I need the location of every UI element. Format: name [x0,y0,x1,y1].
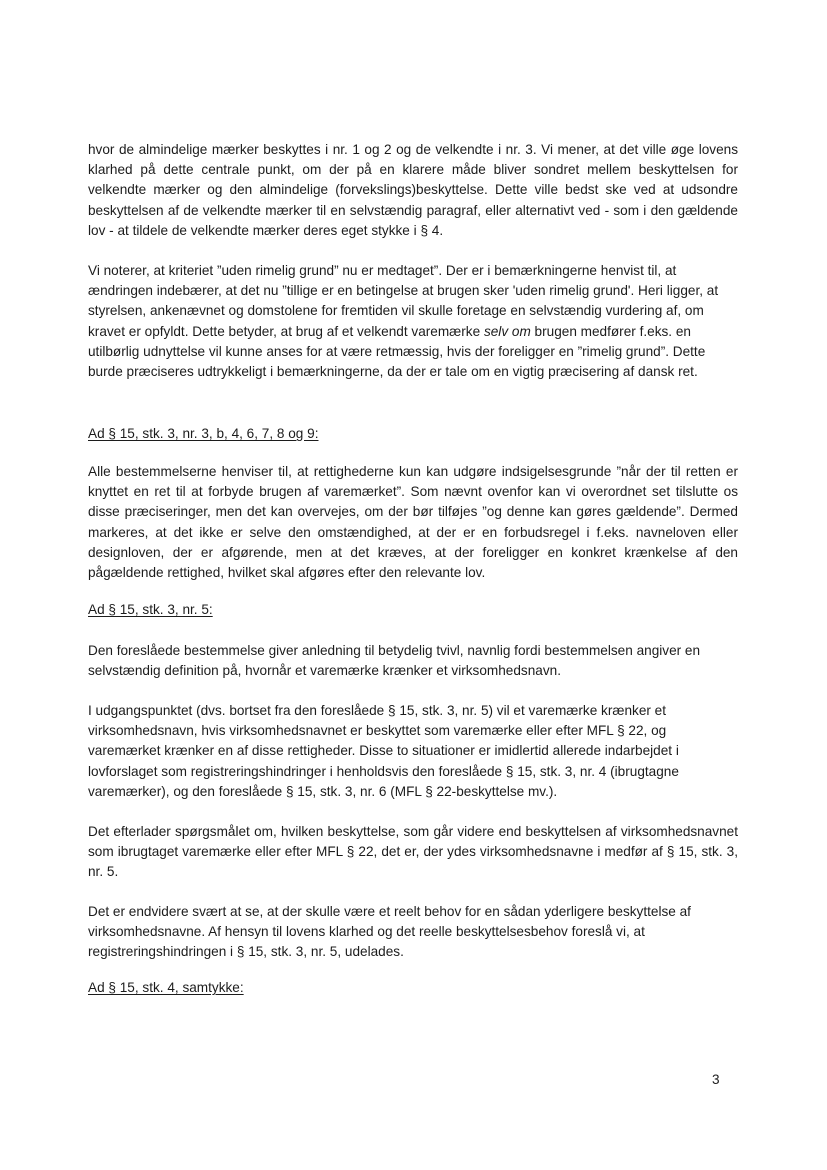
paragraph-text: brugen medfører f.eks. en utilbørlig udnyttelse vil kunne anses for at være retmæssig, hvis der foreligger en ”rimelig grund”. Dette burde præciseres udtrykkeligt i bemærkningerne, da der er tale om en vigtig præcisering af dansk ret. [88,323,706,380]
paragraph-remaining-question: Det efterlader spørgsmålet om, hvilken beskyttelse, som går videre end beskyttelsen af virksomhedsnavnet som ibrugtaget varemærke eller efter MFL § 22, det er, der ydes virksomhedsnavne i medfør af § 15, stk. 3, nr. 5. [88,824,738,880]
paragraph-objection-grounds: Alle bestemmelserne henviser til, at rettighederne kun kan udgøre indsigelsesgrunde ”når der til retten er knyttet en ret til at forbyde brugen af varemærket”. Som nævnt ovenfor kan vi overordnet set tilslutte os disse præciseringer, men det kan overvejes, om der bør tilføjes ”og denne kan gøres gældende”. Dermed markeres, at det ikke er selve den omstændighed, at der er en forbudsregel i f.eks. navneloven eller designloven, der er afgørende, men at det kræves, at der foreligger en konkret krænkelse af den pågældende rettighed, hvilket skal afgøres efter den relevante lov. [88,464,738,581]
section-heading: Ad § 15, stk. 4, samtykke: [88,980,244,995]
paragraph-proposal-delete: Det er endvidere svært at se, at der skulle være et reelt behov for en sådan yderligere beskyttelse af virksomhedsnavne. Af hensyn til lovens klarhed og det reelle beskyttelsesbehov foreslå vi, at registreringshindringen i § 15, stk. 3, nr. 5, udelades. [88,904,691,960]
paragraph-text: Vi noterer, at kriteriet ”uden rimelig grund” nu er medtaget”. Der er i bemærkningerne henvist til, at ændringen indebærer, at det nu ”tillige er en betingelse at brugen sker 'uden rimelig grund'. Heri ligger, at styrelsen, ankenævnet og domstolene for fremtiden vil skulle foretage en selvstændig vurdering af, om kravet er opfyldt. Dette betyder, at brug af et velkendt varemærke [88,263,719,339]
italic-emphasis: selv om [483,323,531,339]
page-number: 3 [712,1072,720,1087]
section-heading: Ad § 15, stk. 3, nr. 3, b, 4, 6, 7, 8 og 9: [88,426,319,441]
paragraph-reasonable-cause [88,261,738,382]
paragraph-well-known-marks: hvor de almindelige mærker beskyttes i nr. 1 og 2 og de velkendte i nr. 3. Vi mener, at det ville øge lovens klarhed på dette centrale punkt, om der på en klarere måde bliver sondret mellem beskyttelsen for velkendte mærker og den almindelige (forvekslings)beskyttelse. Dette ville bedst ske ved at udsondre beskyttelsen af de velkendte mærker til en selvstændig paragraf, eller alternativt ved - som i den gældende lov - at tildele de velkendte mærker deres eget stykke i § 4. [88,142,738,238]
section-heading: Ad § 15, stk. 3, nr. 5: [88,602,213,617]
paragraph-starting-point: I udgangspunktet (dvs. bortset fra den foreslåede § 15, stk. 3, nr. 5) vil et varemærke krænker et virksomhedsnavn, hvis virksomhedsnavnet er beskyttet som varemærke eller efter MFL § 22, og varemærket krænker en af disse rettigheder. Disse to situationer er imidlertid allerede indarbejdet i lovforslaget som registreringshindringer i henholdsvis den foreslåede § 15, stk. 3, nr. 4 (ibrugtagne varemærker), og den foreslåede § 15, stk. 3, nr. 6 (MFL § 22-beskyttelse mv.). [88,703,679,799]
paragraph-company-name-doubt: Den foreslåede bestemmelse giver anledning til betydelig tvivl, navnlig fordi bestemmelsen angiver en selvstændig definition på, hvornår et varemærke krænker et virksomhedsnavn. [88,643,701,679]
